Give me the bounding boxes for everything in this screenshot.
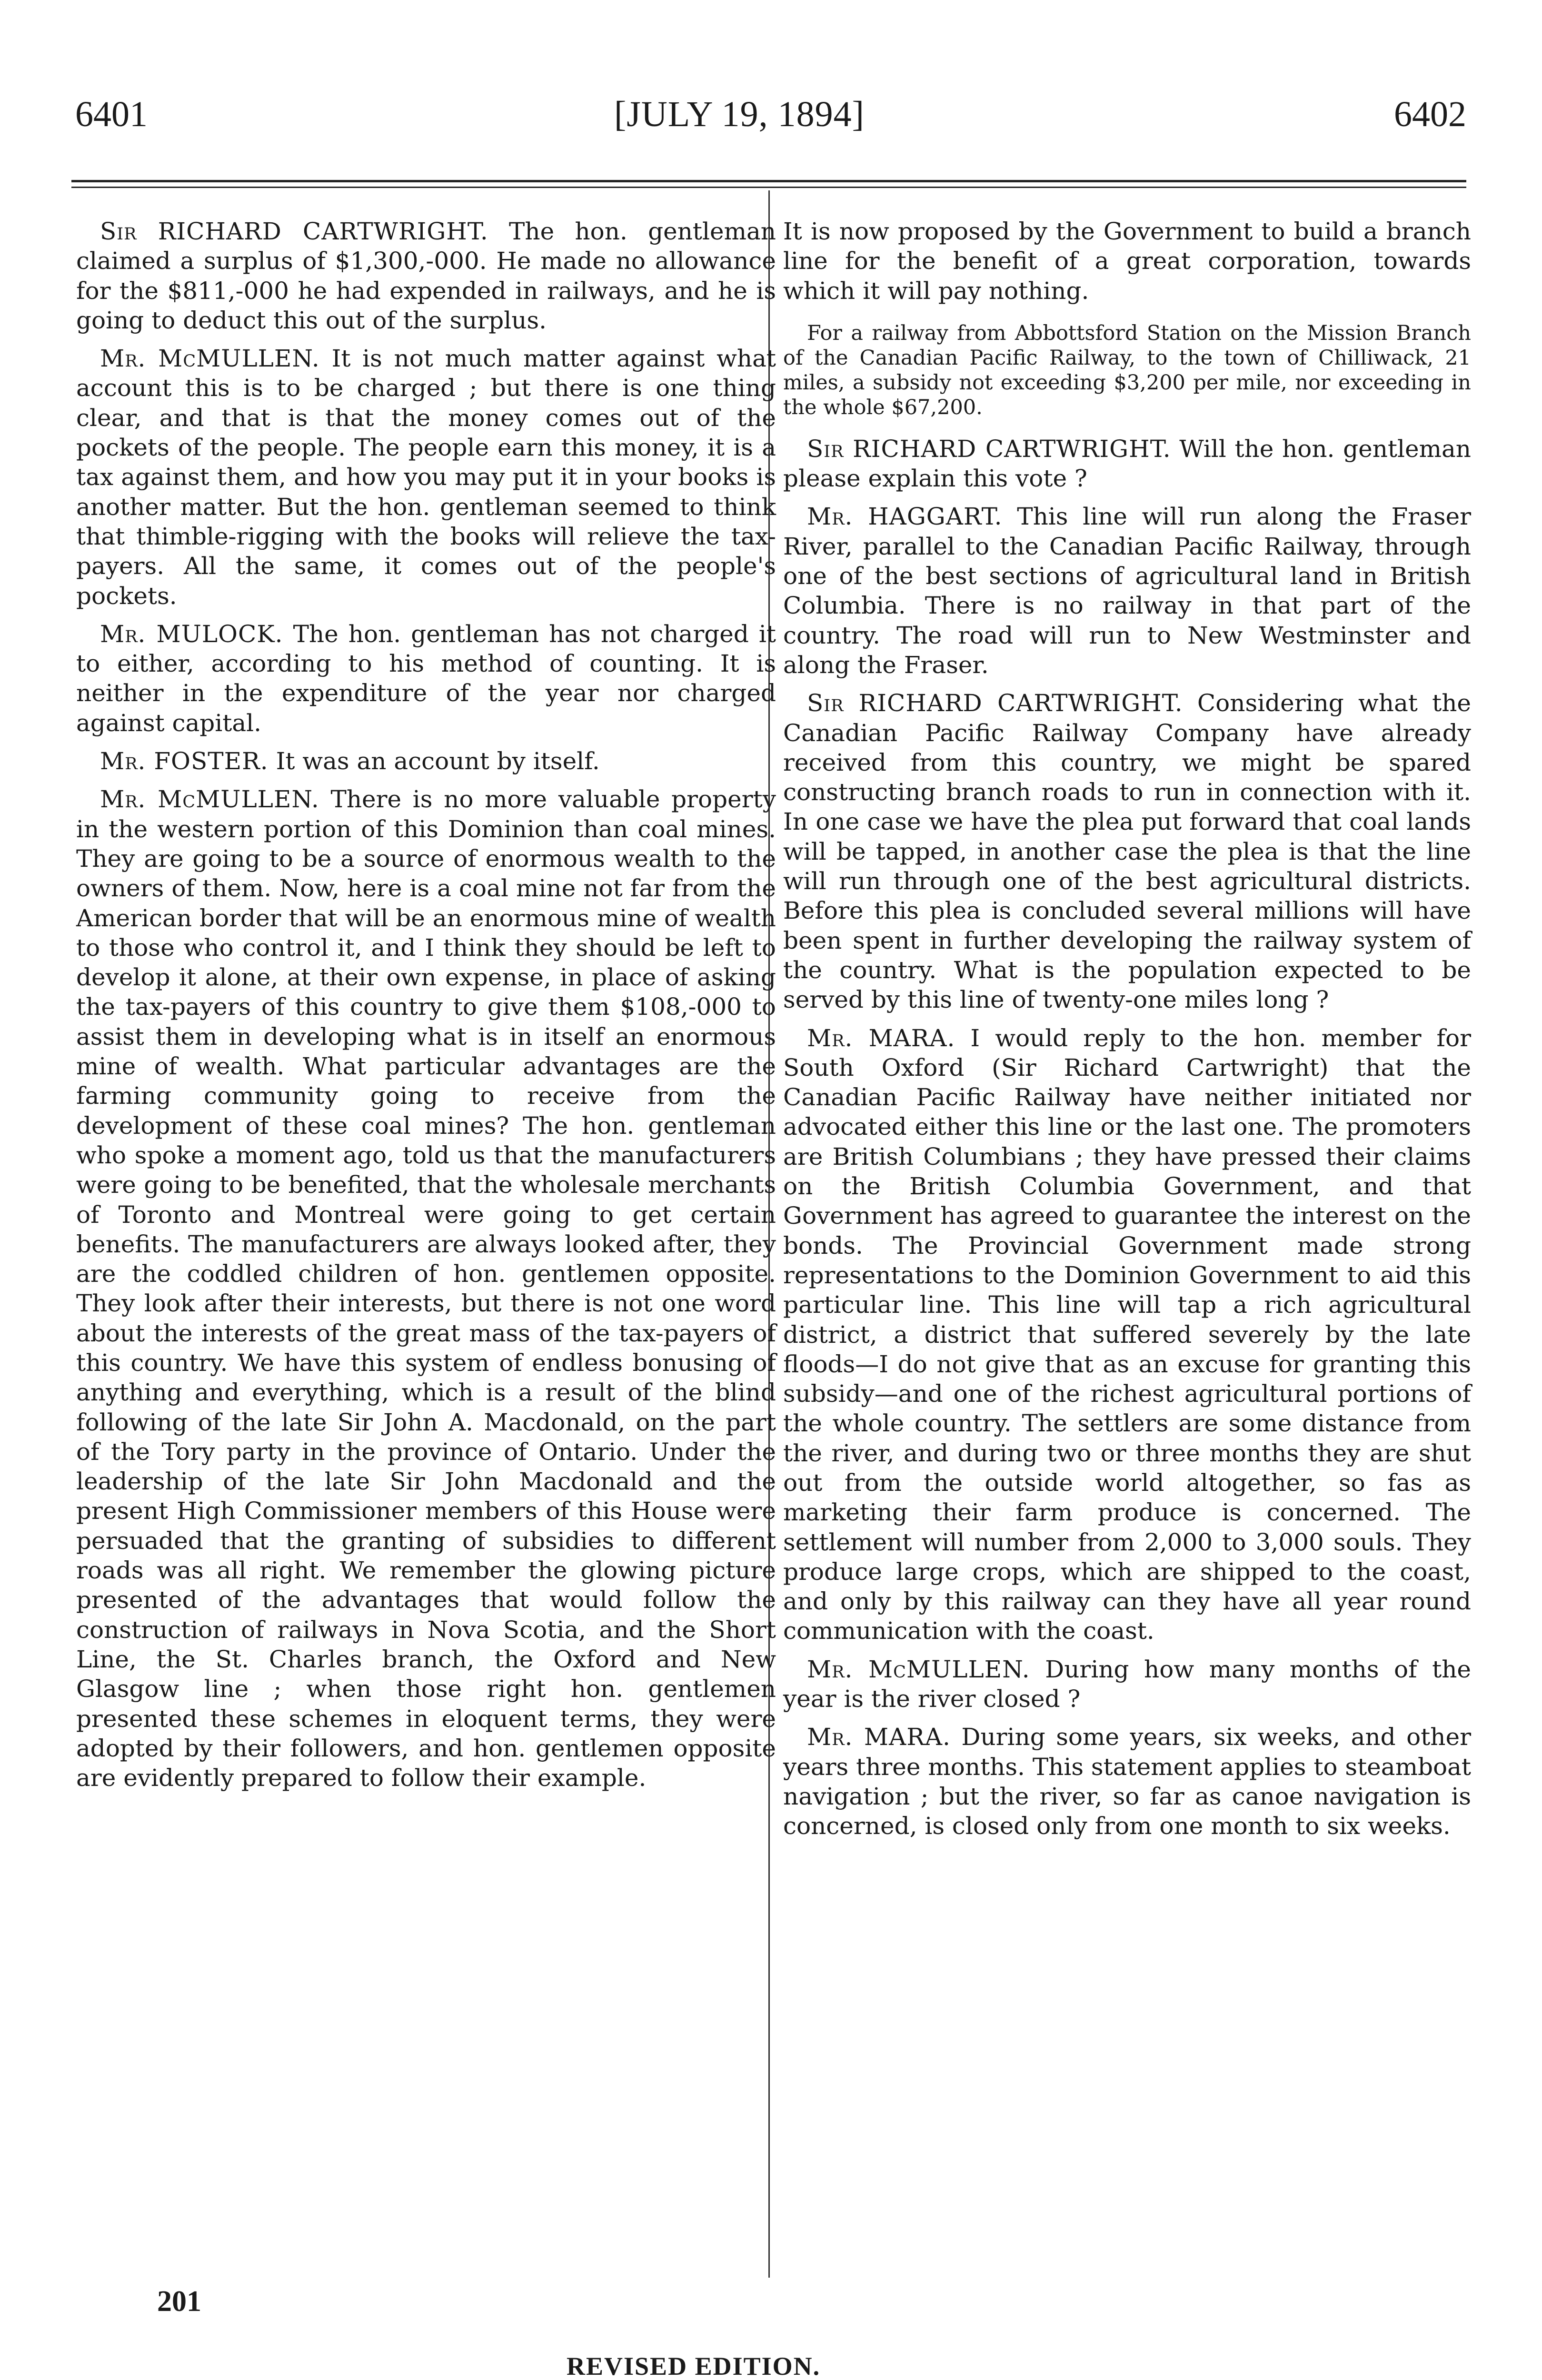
- paragraph-text: It is not much matter against what account this is to be charged ; but there is one thing clear, and that is that the money comes out of the pockets of the people. The people earn this money, it is a tax against them, and how you may put it in your books is another matter. But the hon. gentleman seemed to think that thimble-rigging with the books will relieve the tax-payers. All the same, it comes out of the people's pockets.: [76, 345, 776, 610]
- speaker-name: Mr. MULOCK.: [100, 620, 283, 648]
- speaker-name: Sir RICHARD CARTWRIGHT.: [100, 218, 488, 245]
- paragraph: [76, 784, 776, 1793]
- paragraph: [783, 217, 1471, 306]
- right-page-number: 6402: [1394, 94, 1466, 134]
- speaker-name: Mr. McMULLEN.: [100, 345, 320, 373]
- paragraph: [76, 746, 776, 776]
- edition-label: REVISED EDITION.: [567, 2352, 821, 2380]
- speaker-name: Sir RICHARD CARTWRIGHT.: [807, 435, 1171, 463]
- paragraph: [783, 1722, 1471, 1841]
- paragraph-text: There is no more valuable property in the western portion of this Dominion than coal mines. They are going to be a source of enormous wealth to the owners of them. Now, here is a coal mine not far from the American border that will be an enormous mine of wealth to those who control it, and I think they should be left to develop it alone, at their own expense, in place of asking the tax-payers of this country to give them $108,-000 to assist them in developing what is in itself an enormous mine of wealth. What particular advantages are the farming community going to receive from the development of these coal mines? The hon. gentleman who spoke a moment ago, told us that the manufacturers were going to be benefited, that the wholesale merchants of Toronto and Montreal were going to get certain benefits. The manufacturers are always looked after, they are the coddled children of hon. gentlemen opposite. They look after their interests, but there is not one word about the interests of the great mass of the tax-payers of this country. We have this system of endless bonusing of anything and everything, which is a result of the blind following of the late Sir John A. Macdonald, on the part of the Tory party in the province of Ontario. Under the leadership of the late Sir John Macdonald and the present High Commissioner members of this House were persuaded that the granting of subsidies to different roads was all right. We remember the glowing picture presented of the advantages that would follow the construction of railways in Nova Scotia, and the Short Line, the St. Charles branch, the Oxford and New Glasgow line ; when those right hon. gentlemen presented these schemes in eloquent terms, they were adopted by their followers, and hon. gentlemen opposite are evidently prepared to follow their example.: [76, 785, 776, 1792]
- session-date: [JULY 19, 1894]: [614, 94, 865, 134]
- paragraph: [76, 344, 776, 611]
- speaker-name: Mr. FOSTER.: [100, 747, 269, 775]
- paragraph-text: This line will run along the Fraser River, parallel to the Canadian Pacific Railway, through one of the best sections of agricultural land in British Columbia. There is no railway in that part of the country. The road will run to New Westminster and along the Fraser.: [783, 503, 1472, 679]
- paragraph-text: Considering what the Canadian Pacific Railway Company have already received from this country, we might be spared constructing branch roads to run in connection with it. In one case we have the plea put forward that coal lands will be tapped, in another case the plea is that the line will run through one of the best agricultural districts. Before this plea is concluded several millions will have been spent in further developing the railway system of the country. What is the population expected to be served by this line of twenty-one miles long ?: [783, 689, 1471, 1014]
- paragraph: [783, 688, 1471, 1014]
- left-column: [76, 217, 776, 1801]
- right-column: [783, 217, 1471, 1850]
- paragraph-text: The hon. gentleman claimed a surplus of $1,300,-000. He made no allowance for the $811,-000 he had expended in railways, and he is going to deduct this out of the surplus.: [76, 218, 776, 334]
- paragraph-text: It is now proposed by the Government to build a branch line for the benefit of a great corporation, towards which it will pay nothing.: [783, 218, 1471, 305]
- speaker-name: Mr. McMULLEN.: [100, 785, 319, 813]
- quoted-resolution: [783, 321, 1471, 420]
- speaker-name: Sir RICHARD CARTWRIGHT.: [807, 689, 1183, 717]
- header-rule-thin: [71, 187, 1466, 188]
- header-rule-thick: [71, 180, 1466, 182]
- paragraph: [76, 619, 776, 738]
- paragraph-text: During how many months of the year is the river closed ?: [783, 1655, 1471, 1713]
- speaker-name: Mr. McMULLEN.: [807, 1655, 1030, 1683]
- paragraph: [783, 1655, 1471, 1714]
- paragraph: [76, 217, 776, 335]
- paragraph: [783, 502, 1471, 680]
- speaker-name: Mr. MARA.: [807, 1723, 951, 1751]
- paragraph-text: I would reply to the hon. member for South Oxford (Sir Richard Cartwright) that the Canadian Pacific Railway have neither initiated nor advocated either this line or the last one. The promoters are British Columbians ; they have pressed their claims on the British Columbia Government, and that Government has agreed to guarantee the interest on the bonds. The Provincial Government made strong representations to the Dominion Government to aid this particular line. This line will tap a rich agricultural district, a district that suffered severely by the late floods—I do not give that as an excuse for granting this subsidy—and one of the richest agricultural portions of the whole country. The settlers are some distance from the river, and during two or three months they are shut out from the outside world altogether, so fas as marketing their farm produce is concerned. The settlement will number from 2,000 to 3,000 souls. They produce large crops, which are shipped to the coast, and only by this railway can they have all year round communication with the coast.: [783, 1024, 1472, 1645]
- page-header: [71, 88, 1466, 140]
- speaker-name: Mr. HAGGART.: [807, 503, 1003, 531]
- paragraph-text: Will the hon. gentleman please explain this vote ?: [783, 435, 1471, 493]
- speaker-name: Mr. MARA.: [807, 1024, 955, 1052]
- paragraph-text: During some years, six weeks, and other years three months. This statement applies to steamboat navigation ; but the river, so far as canoe navigation is concerned, is closed only from one month to six weeks.: [783, 1723, 1471, 1840]
- paragraph-text: It was an account by itself.: [268, 747, 600, 775]
- paragraph-text: For a railway from Abbottsford Station on the Mission Branch of the Canadian Pacific Railway, to the town of Chilliwack, 21 miles, a subsidy not exceeding $3,200 per mile, nor exceeding in the whole $67,200.: [783, 321, 1471, 419]
- paragraph-text: The hon. gentleman has not charged it to either, according to his method of counting. It is neither in the expenditure of the year nor charged against capital.: [76, 620, 776, 737]
- paragraph: [783, 434, 1471, 494]
- sheet-number: 201: [157, 2285, 201, 2318]
- paragraph: [783, 1023, 1471, 1646]
- left-page-number: 6401: [75, 94, 148, 134]
